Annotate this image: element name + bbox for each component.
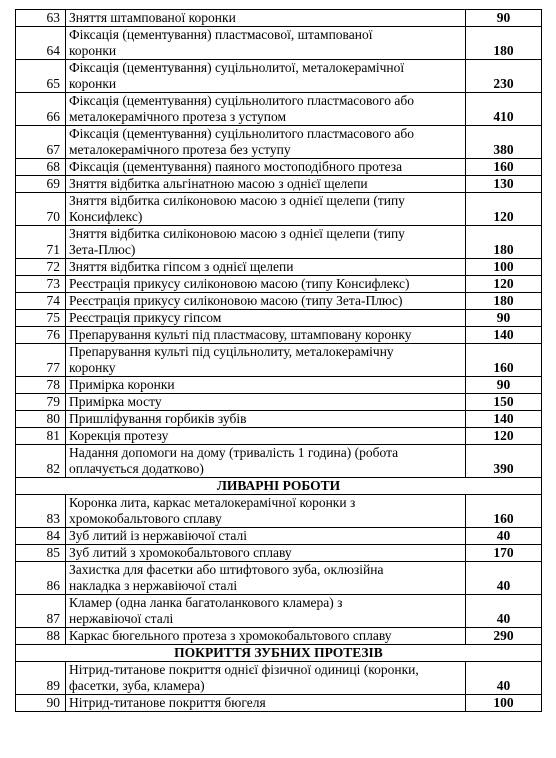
table-row <box>16 176 542 193</box>
table-row <box>16 226 542 259</box>
description-line: Зуб литий з хромокобальтового сплаву <box>69 545 292 560</box>
description-line: Нітрид-титанове покриття бюгеля <box>69 695 266 710</box>
service-description <box>66 193 466 226</box>
row-number: 63 <box>16 10 66 27</box>
row-number: 83 <box>16 495 66 528</box>
table-row <box>16 10 542 27</box>
service-description <box>66 595 466 628</box>
table-row <box>16 411 542 428</box>
service-description <box>66 428 466 445</box>
row-number: 75 <box>16 310 66 327</box>
price: 160 <box>466 344 542 377</box>
description-line: Зняття штампованої коронки <box>69 10 236 25</box>
description-line: Зняття відбитка силіконовою масою з однієї щелепи (типу <box>69 193 405 208</box>
price: 380 <box>466 126 542 159</box>
service-description <box>66 93 466 126</box>
description-line: Реєстрація прикусу силіконовою масою (типу Зета-Плюс) <box>69 293 403 308</box>
description-line: Препарування культі під пластмасову, штамповану коронку <box>69 327 412 342</box>
description-line: Захистка для фасетки або штифтового зуба, оклюзійна <box>69 562 384 577</box>
price: 120 <box>466 276 542 293</box>
row-number: 77 <box>16 344 66 377</box>
description-line: Зета-Плюс) <box>69 242 136 257</box>
row-number: 69 <box>16 176 66 193</box>
description-line: Примірка коронки <box>69 377 175 392</box>
description-line: накладка з нержавіючої сталі <box>69 578 238 593</box>
description-line: Нітрид-титанове покриття однієї фізичної одиниці (коронки, <box>69 662 419 677</box>
service-description <box>66 293 466 310</box>
row-number: 65 <box>16 60 66 93</box>
row-number: 87 <box>16 595 66 628</box>
row-number: 85 <box>16 545 66 562</box>
section-title: ПОКРИТТЯ ЗУБНИХ ПРОТЕЗІВ <box>16 645 542 662</box>
service-description <box>66 10 466 27</box>
price: 90 <box>466 377 542 394</box>
row-number: 84 <box>16 528 66 545</box>
service-description <box>66 695 466 712</box>
row-number: 82 <box>16 445 66 478</box>
table-row <box>16 545 542 562</box>
table-row <box>16 377 542 394</box>
table-row <box>16 595 542 628</box>
row-number: 79 <box>16 394 66 411</box>
table-row <box>16 159 542 176</box>
description-line: Каркас бюгельного протеза з хромокобальтового сплаву <box>69 628 392 643</box>
price: 100 <box>466 259 542 276</box>
description-line: Корекція протезу <box>69 428 169 443</box>
service-description <box>66 528 466 545</box>
description-line: нержавіючої сталі <box>69 611 174 626</box>
description-line: Зняття відбитка альгінатною масою з однієї щелепи <box>69 176 368 191</box>
table-row <box>16 662 542 695</box>
table-row <box>16 60 542 93</box>
description-line: Пришліфування горбиків зубів <box>69 411 247 426</box>
table-row <box>16 562 542 595</box>
price: 120 <box>466 193 542 226</box>
price: 390 <box>466 445 542 478</box>
description-line: Зняття відбитка силіконовою масою з однієї щелепи (типу <box>69 226 405 241</box>
price: 180 <box>466 27 542 60</box>
row-number: 86 <box>16 562 66 595</box>
description-line: хромокобальтового сплаву <box>69 511 222 526</box>
price: 90 <box>466 10 542 27</box>
price: 150 <box>466 394 542 411</box>
table-row <box>16 193 542 226</box>
service-description <box>66 662 466 695</box>
service-description <box>66 628 466 645</box>
price-table-body <box>16 10 542 712</box>
price: 160 <box>466 159 542 176</box>
price: 410 <box>466 93 542 126</box>
table-row <box>16 695 542 712</box>
service-description <box>66 545 466 562</box>
service-description <box>66 60 466 93</box>
description-line: металокерамічного протеза без уступу <box>69 142 291 157</box>
price: 170 <box>466 545 542 562</box>
service-description <box>66 394 466 411</box>
table-row <box>16 276 542 293</box>
table-row <box>16 293 542 310</box>
description-line: коронки <box>69 76 117 91</box>
row-number: 80 <box>16 411 66 428</box>
description-line: Реєстрація прикусу силіконовою масою (типу Консифлекс) <box>69 276 410 291</box>
price: 290 <box>466 628 542 645</box>
row-number: 67 <box>16 126 66 159</box>
service-description <box>66 445 466 478</box>
table-row <box>16 259 542 276</box>
description-line: оплачується додатково) <box>69 461 204 476</box>
table-row <box>16 93 542 126</box>
table-row <box>16 126 542 159</box>
price: 100 <box>466 695 542 712</box>
price: 40 <box>466 595 542 628</box>
price: 140 <box>466 411 542 428</box>
description-line: коронки <box>69 43 117 58</box>
table-row <box>16 310 542 327</box>
table-row <box>16 344 542 377</box>
description-line: Фіксація (цементування) пластмасової, штампованої <box>69 27 373 42</box>
description-line: Коронка лита, каркас металокерамічної коронки з <box>69 495 356 510</box>
section-header-row <box>16 478 542 495</box>
description-line: Кламер (одна ланка багатоланкового кламера) з <box>69 595 343 610</box>
row-number: 81 <box>16 428 66 445</box>
description-line: Надання допомоги на дому (тривалість 1 година) (робота <box>69 445 399 460</box>
row-number: 66 <box>16 93 66 126</box>
row-number: 90 <box>16 695 66 712</box>
price: 40 <box>466 528 542 545</box>
service-description <box>66 310 466 327</box>
price: 40 <box>466 562 542 595</box>
row-number: 74 <box>16 293 66 310</box>
row-number: 71 <box>16 226 66 259</box>
service-description <box>66 259 466 276</box>
row-number: 64 <box>16 27 66 60</box>
table-row <box>16 394 542 411</box>
price: 180 <box>466 226 542 259</box>
description-line: коронку <box>69 360 116 375</box>
service-description <box>66 344 466 377</box>
service-description <box>66 411 466 428</box>
price-table <box>15 9 542 712</box>
section-header-row <box>16 645 542 662</box>
table-row <box>16 27 542 60</box>
row-number: 76 <box>16 327 66 344</box>
table-row <box>16 628 542 645</box>
row-number: 73 <box>16 276 66 293</box>
row-number: 72 <box>16 259 66 276</box>
description-line: Фіксація (цементування) суцільнолитого пластмасового або <box>69 126 414 141</box>
description-line: Фіксація (цементування) суцільнолитої, металокерамічної <box>69 60 405 75</box>
row-number: 68 <box>16 159 66 176</box>
description-line: Фіксація (цементування) паяного мостоподібного протеза <box>69 159 403 174</box>
service-description <box>66 327 466 344</box>
service-description <box>66 276 466 293</box>
service-description <box>66 377 466 394</box>
service-description <box>66 159 466 176</box>
description-line: металокерамічного протеза з уступом <box>69 109 287 124</box>
description-line: Реєстрація прикусу гіпсом <box>69 310 222 325</box>
description-line: Зуб литий із нержавіючої сталі <box>69 528 248 543</box>
service-description <box>66 176 466 193</box>
table-row <box>16 495 542 528</box>
service-description <box>66 562 466 595</box>
price: 90 <box>466 310 542 327</box>
section-title: ЛИВАРНІ РОБОТИ <box>16 478 542 495</box>
row-number: 89 <box>16 662 66 695</box>
description-line: Препарування культі під суцільнолиту, металокерамічну <box>69 344 394 359</box>
service-description <box>66 126 466 159</box>
row-number: 88 <box>16 628 66 645</box>
service-description <box>66 27 466 60</box>
price: 40 <box>466 662 542 695</box>
row-number: 78 <box>16 377 66 394</box>
table-row <box>16 445 542 478</box>
price: 160 <box>466 495 542 528</box>
price: 120 <box>466 428 542 445</box>
description-line: Примірка мосту <box>69 394 162 409</box>
description-line: фасетки, зуба, кламера) <box>69 678 205 693</box>
table-row <box>16 528 542 545</box>
price: 130 <box>466 176 542 193</box>
description-line: Консифлекс) <box>69 209 143 224</box>
table-row <box>16 327 542 344</box>
description-line: Фіксація (цементування) суцільнолитого пластмасового або <box>69 93 414 108</box>
service-description <box>66 226 466 259</box>
service-description <box>66 495 466 528</box>
table-row <box>16 428 542 445</box>
price: 230 <box>466 60 542 93</box>
row-number: 70 <box>16 193 66 226</box>
description-line: Зняття відбитка гіпсом з однієї щелепи <box>69 259 294 274</box>
price: 180 <box>466 293 542 310</box>
price: 140 <box>466 327 542 344</box>
